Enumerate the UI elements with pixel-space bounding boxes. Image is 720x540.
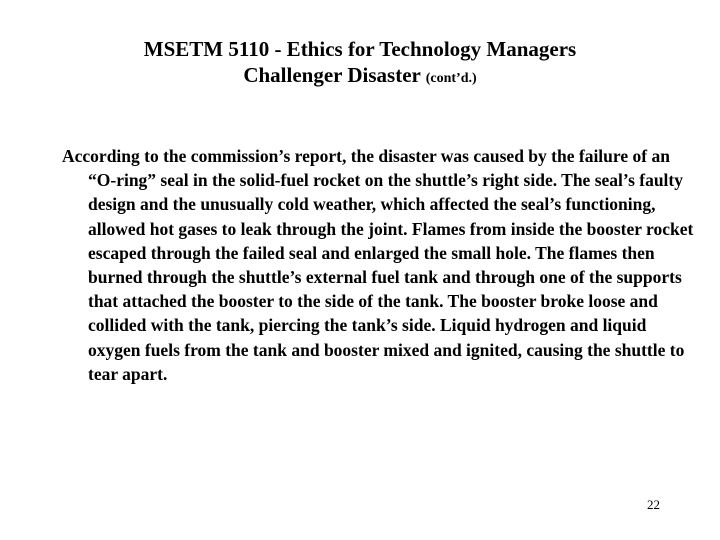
title-line-2	[0, 62, 720, 92]
slide-title	[0, 36, 720, 92]
title-main: Challenger Disaster	[243, 63, 421, 87]
title-continued: (cont’d.)	[425, 71, 477, 86]
page-number: 22	[647, 497, 660, 512]
body-paragraph: According to the commission’s report, the disaster was caused by the failure of an “O-ring” seal in the solid-fuel rocket on the shuttle’s right side. The seal’s faulty design and the unusually cold weather, which affected the seal’s functioning, allowed hot gases to leak through the joint. Flames from inside the booster rocket escaped through the failed seal and enlarged the small hole. The flames then burned through the shuttle’s external fuel tank and through one of the supports that attached the booster to the side of the tank. The booster broke loose and collided with the tank, piercing the tank’s side. Liquid hydrogen and liquid oxygen fuels from the tank and booster mixed and ignited, causing the shuttle to tear apart.	[62, 146, 694, 384]
title-line-1: MSETM 5110 - Ethics for Technology Managers	[143, 37, 577, 61]
